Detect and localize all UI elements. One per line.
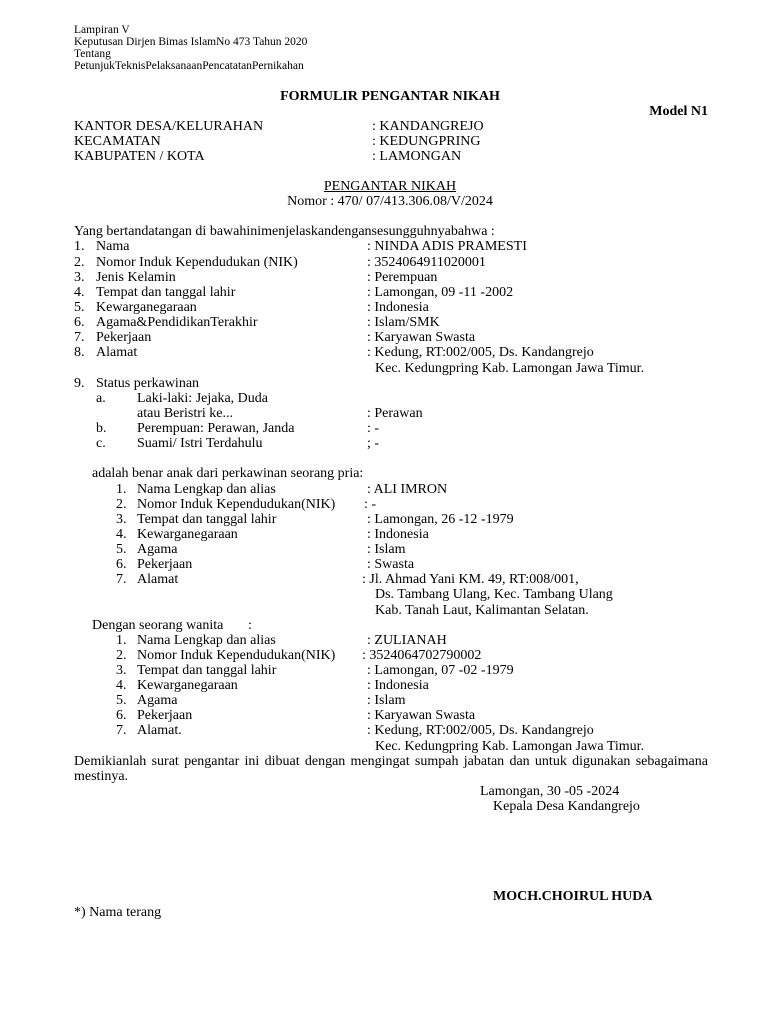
subject-value: : Islam/SMK <box>367 315 440 330</box>
marital-no: 9. <box>74 376 85 391</box>
mother-label: Kewarganegaraan <box>137 678 238 693</box>
mother-no: 7. <box>116 723 127 738</box>
mother-no: 1. <box>116 633 127 648</box>
father-value-cont: Ds. Tambang Ulang, Kec. Tambang Ulang <box>375 587 613 602</box>
office-label-2: KECAMATAN <box>74 134 161 149</box>
subject-label: Pekerjaan <box>96 330 152 345</box>
attachment-line-4: PetunjukTeknisPelaksanaanPencatatanPernikahan <box>74 60 304 72</box>
mother-intro-colon: : <box>248 618 252 633</box>
father-value: : Indonesia <box>367 527 429 542</box>
marital-a-value: : Perawan <box>367 406 423 421</box>
subject-value: : Perempuan <box>367 270 438 285</box>
form-title: FORMULIR PENGANTAR NIKAH <box>280 89 500 104</box>
father-no: 6. <box>116 557 127 572</box>
office-label-1: KANTOR DESA/KELURAHAN <box>74 119 264 134</box>
mother-label: Pekerjaan <box>137 708 193 723</box>
father-label: Kewarganegaraan <box>137 527 238 542</box>
subject-no: 4. <box>74 285 85 300</box>
subject-value: : Kedung, RT:002/005, Ds. Kandangrejo <box>367 345 594 360</box>
marital-a-line2: atau Beristri ke... <box>137 406 234 421</box>
closing-paragraph: Demikianlah surat pengantar ini dibuat dengan mengingat sumpah jabatan dan untuk digunakan sebagaimana mestinya. <box>74 754 708 784</box>
letter-number: Nomor : 470/ 07/413.306.08/V/2024 <box>287 194 493 209</box>
father-no: 1. <box>116 482 127 497</box>
office-value-3: : LAMONGAN <box>372 149 462 164</box>
subject-no: 5. <box>74 300 85 315</box>
father-label: Nomor Induk Kependudukan(NIK) <box>137 497 336 512</box>
father-value: : Jl. Ahmad Yani KM. 49, RT:008/001, <box>362 572 579 587</box>
father-no: 7. <box>116 572 127 587</box>
mother-no: 4. <box>116 678 127 693</box>
marital-b-label: Perempuan: Perawan, Janda <box>137 421 295 436</box>
marital-c-value: ; - <box>367 436 380 451</box>
father-no: 2. <box>116 497 127 512</box>
father-value: : Swasta <box>367 557 415 572</box>
subject-value-cont: Kec. Kedungpring Kab. Lamongan Jawa Timur. <box>375 361 645 376</box>
father-no: 5. <box>116 542 127 557</box>
father-value-cont: Kab. Tanah Laut, Kalimantan Selatan. <box>375 603 589 618</box>
signer-title: Kepala Desa Kandangrejo <box>493 799 640 814</box>
mother-no: 3. <box>116 663 127 678</box>
subject-no: 7. <box>74 330 85 345</box>
mother-label: Alamat. <box>137 723 182 738</box>
father-value: : ALI IMRON <box>367 482 448 497</box>
subject-value: : Lamongan, 09 -11 -2002 <box>367 285 514 300</box>
office-value-1: : KANDANGREJO <box>372 119 484 134</box>
intro-text: Yang bertandatangan di bawahinimenjelaskandengansesungguhnyabahwa : <box>74 224 495 239</box>
office-value-2: : KEDUNGPRING <box>372 134 481 149</box>
subject-no: 6. <box>74 315 85 330</box>
father-label: Alamat <box>137 572 179 587</box>
signer-name: MOCH.CHOIRUL HUDA <box>493 889 653 904</box>
mother-value: : Indonesia <box>367 678 429 693</box>
model-label: Model N1 <box>649 104 708 119</box>
subject-label: Nama <box>96 239 130 254</box>
subject-value: : Indonesia <box>367 300 429 315</box>
marital-c-label: Suami/ Istri Terdahulu <box>137 436 263 451</box>
father-label: Pekerjaan <box>137 557 193 572</box>
attachment-line-3: Tentang <box>74 48 111 60</box>
marital-b-value: : - <box>367 421 380 436</box>
subject-no: 1. <box>74 239 85 254</box>
father-no: 4. <box>116 527 127 542</box>
subject-value: : NINDA ADIS PRAMESTI <box>367 239 527 254</box>
subject-label: Agama&PendidikanTerakhir <box>96 315 258 330</box>
father-label: Nama Lengkap dan alias <box>137 482 276 497</box>
subject-label: Kewarganegaraan <box>96 300 197 315</box>
mother-value: : ZULIANAH <box>367 633 447 648</box>
attachment-line-2: Keputusan Dirjen Bimas IslamNo 473 Tahun 2020 <box>74 36 308 48</box>
subject-no: 2. <box>74 255 85 270</box>
mother-label: Nama Lengkap dan alias <box>137 633 276 648</box>
mother-value: : 3524064702790002 <box>362 648 482 663</box>
mother-no: 6. <box>116 708 127 723</box>
letter-subtitle: PENGANTAR NIKAH <box>323 179 457 194</box>
mother-value: : Karyawan Swasta <box>367 708 476 723</box>
marital-b-letter: b. <box>96 421 107 436</box>
father-no: 3. <box>116 512 127 527</box>
subject-label: Nomor Induk Kependudukan (NIK) <box>96 255 298 270</box>
mother-no: 2. <box>116 648 127 663</box>
mother-intro: Dengan seorang wanita <box>92 618 224 633</box>
subject-value: : Karyawan Swasta <box>367 330 476 345</box>
attachment-line-1: Lampiran V <box>74 24 130 36</box>
marital-a-line1: Laki-laki: Jejaka, Duda <box>137 391 269 406</box>
father-intro: adalah benar anak dari perkawinan seorang pria: <box>92 466 364 481</box>
mother-value: : Lamongan, 07 -02 -1979 <box>367 663 514 678</box>
subject-label: Tempat dan tanggal lahir <box>96 285 236 300</box>
mother-no: 5. <box>116 693 127 708</box>
father-value: : Lamongan, 26 -12 -1979 <box>367 512 514 527</box>
footnote: *) Nama terang <box>74 905 162 920</box>
mother-label: Agama <box>137 693 178 708</box>
office-label-3: KABUPATEN / KOTA <box>74 149 205 164</box>
place-date: Lamongan, 30 -05 -2024 <box>480 784 620 799</box>
subject-no: 8. <box>74 345 85 360</box>
marital-label: Status perkawinan <box>96 376 200 391</box>
subject-label: Jenis Kelamin <box>96 270 176 285</box>
mother-value-cont: Kec. Kedungpring Kab. Lamongan Jawa Timur. <box>375 739 645 754</box>
mother-value: : Kedung, RT:002/005, Ds. Kandangrejo <box>367 723 594 738</box>
father-value: : - <box>364 497 377 512</box>
subject-no: 3. <box>74 270 85 285</box>
father-value: : Islam <box>367 542 406 557</box>
mother-label: Nomor Induk Kependudukan(NIK) <box>137 648 336 663</box>
mother-label: Tempat dan tanggal lahir <box>137 663 277 678</box>
subject-label: Alamat <box>96 345 138 360</box>
marital-a-letter: a. <box>96 391 106 406</box>
father-label: Agama <box>137 542 178 557</box>
father-label: Tempat dan tanggal lahir <box>137 512 277 527</box>
mother-value: : Islam <box>367 693 406 708</box>
marital-c-letter: c. <box>96 436 106 451</box>
subject-value: : 3524064911020001 <box>367 255 486 270</box>
